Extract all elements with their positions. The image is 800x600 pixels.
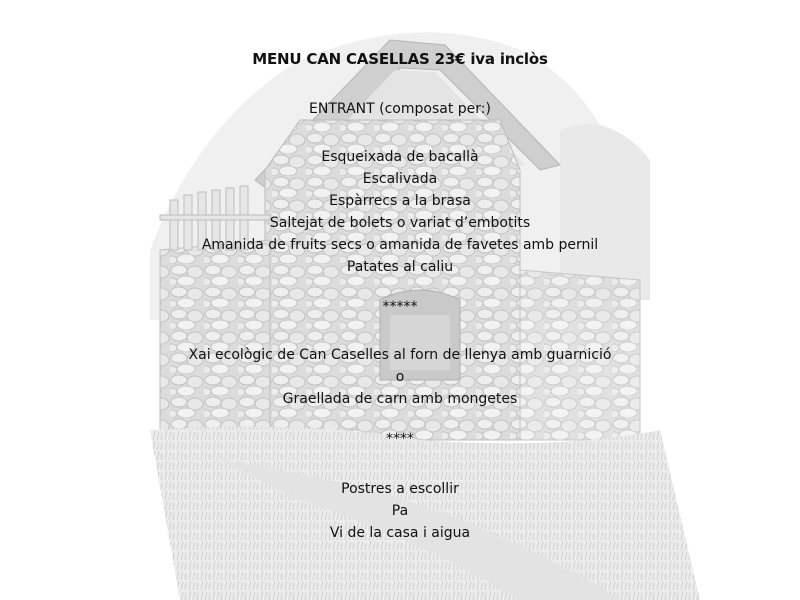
closing-item: Pa	[391, 503, 409, 519]
entrant-item: Patates al caliu	[346, 259, 454, 275]
entrant-item: Saltejat de bolets o variat d’embotits	[269, 215, 531, 231]
or-text: o	[395, 369, 405, 385]
menu-title: MENU CAN CASELLAS 23€ iva inclòs	[252, 50, 548, 68]
entrant-item: Amanida de fruits secs o amanida de favetes amb pernil	[201, 237, 599, 253]
closing-item: Vi de la casa i aigua	[329, 525, 471, 541]
entrant-heading: ENTRANT (composat per:)	[309, 101, 491, 117]
main-course-option: Graellada de carn amb mongetes	[282, 391, 518, 407]
entrant-item: Espàrrecs a la brasa	[329, 193, 471, 209]
main-course-option: Xai ecològic de Can Caselles al forn de llenya amb guarnició	[188, 347, 612, 363]
separator-stars: *****	[382, 299, 418, 315]
entrant-item: Esqueixada de bacallà	[321, 149, 479, 165]
entrant-item: Escalivada	[362, 171, 438, 187]
separator-stars: ****	[386, 431, 414, 447]
closing-item: Postres a escollir	[341, 481, 459, 497]
